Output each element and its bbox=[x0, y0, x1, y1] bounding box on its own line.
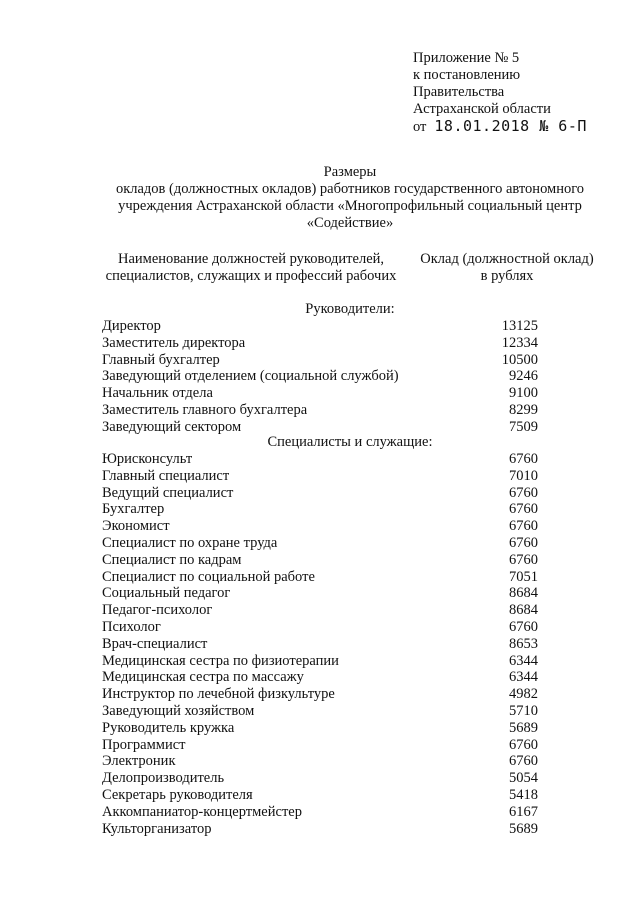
table-row bbox=[102, 653, 538, 670]
table-row bbox=[102, 753, 538, 770]
table-row bbox=[102, 335, 538, 352]
table-row bbox=[102, 318, 538, 335]
title-line-4: «Содействие» bbox=[306, 215, 394, 231]
salary-value: 6760 bbox=[509, 518, 538, 535]
salary-value: 6760 bbox=[509, 551, 538, 568]
salary-value: 5418 bbox=[509, 787, 538, 803]
table-row bbox=[102, 720, 538, 737]
position-name: Специалист по охране труда bbox=[102, 535, 278, 551]
salary-value: 5689 bbox=[509, 719, 538, 736]
position-name: Начальник отдела bbox=[102, 385, 213, 402]
document-title bbox=[100, 164, 600, 232]
column-header-salary-line-1: Оклад (должностной оклад) bbox=[420, 251, 594, 267]
position-name: Специалист по социальной работе bbox=[102, 568, 315, 585]
section-title-managers: Руководители: bbox=[305, 301, 395, 317]
table-row bbox=[102, 368, 538, 385]
title-line-3: учреждения Астраханской области «Многопрофильный социальный центр bbox=[118, 198, 582, 214]
table-row bbox=[102, 770, 538, 787]
salary-value: 9246 bbox=[509, 368, 538, 385]
position-name: Инструктор по лечебной физкультуре bbox=[102, 686, 335, 703]
position-name: Экономист bbox=[102, 518, 170, 535]
table-row bbox=[102, 518, 538, 535]
table-row bbox=[102, 737, 538, 754]
table-row bbox=[102, 602, 538, 619]
position-name: Медицинская сестра по массажу bbox=[102, 669, 304, 686]
table-row bbox=[102, 385, 538, 402]
salary-value: 6760 bbox=[509, 535, 538, 551]
position-name: Делопроизводитель bbox=[102, 770, 225, 787]
table-row bbox=[102, 636, 538, 653]
position-name: Заведующий отделением (социальной службой) bbox=[102, 368, 399, 385]
annex-date-value: 18.01.2018 № 6-П bbox=[434, 117, 587, 135]
position-name: Заведующий хозяйством bbox=[102, 703, 255, 719]
title-line-2: окладов (должностных окладов) работников государственного автономного bbox=[115, 181, 585, 197]
position-name: Психолог bbox=[102, 619, 161, 635]
position-name: Главный бухгалтер bbox=[102, 351, 220, 368]
position-name: Культорганизатор bbox=[102, 820, 212, 837]
position-name: Программист bbox=[102, 736, 186, 753]
salary-value: 4982 bbox=[509, 686, 538, 703]
table-row bbox=[102, 669, 538, 686]
table-row bbox=[102, 787, 538, 804]
position-name: Главный специалист bbox=[102, 467, 230, 484]
salary-value: 8684 bbox=[509, 602, 538, 619]
salary-value: 5689 bbox=[509, 820, 538, 837]
salary-value: 13125 bbox=[501, 318, 538, 334]
salary-value: 9100 bbox=[509, 385, 538, 402]
annex-header bbox=[413, 50, 587, 136]
position-name: Медицинская сестра по физиотерапии bbox=[102, 652, 339, 669]
salary-value: 6760 bbox=[509, 736, 538, 753]
table-row bbox=[102, 585, 538, 602]
position-name: Социальный педагог bbox=[102, 585, 231, 602]
table-row bbox=[102, 352, 538, 369]
column-header-salary bbox=[412, 251, 602, 285]
position-name: Юрисконсульт bbox=[102, 451, 193, 467]
salary-value: 7010 bbox=[509, 467, 538, 484]
annex-government: Правительства bbox=[413, 84, 505, 100]
title-line-1: Размеры bbox=[323, 164, 377, 180]
salary-value: 10500 bbox=[501, 351, 538, 368]
position-name: Аккомпаниатор-концертмейстер bbox=[102, 803, 302, 820]
position-name: Специалист по кадрам bbox=[102, 551, 242, 568]
salary-value: 5054 bbox=[509, 770, 538, 787]
position-name: Заведующий сектором bbox=[102, 418, 242, 435]
column-header-positions-line-1: Наименование должностей руководителей, bbox=[117, 251, 385, 267]
table-row bbox=[102, 552, 538, 569]
column-header-positions-line-2: специалистов, служащих и профессий рабочих bbox=[105, 268, 397, 284]
position-name: Секретарь руководителя bbox=[102, 787, 253, 803]
annex-region: Астраханской области bbox=[413, 101, 551, 117]
table-row bbox=[102, 485, 538, 502]
position-name: Электроник bbox=[102, 753, 176, 770]
position-name: Педагог-психолог bbox=[102, 602, 213, 619]
table-row bbox=[102, 569, 538, 586]
salary-value: 6760 bbox=[509, 501, 538, 518]
table-row bbox=[102, 402, 538, 419]
annex-to-resolution: к постановлению bbox=[413, 67, 521, 83]
salary-value: 7509 bbox=[509, 418, 538, 435]
salary-value: 6167 bbox=[509, 803, 538, 820]
table-row bbox=[102, 804, 538, 821]
salary-value: 6344 bbox=[509, 652, 538, 669]
table-row bbox=[102, 468, 538, 485]
salary-value: 6344 bbox=[509, 669, 538, 686]
position-name: Руководитель кружка bbox=[102, 719, 235, 736]
annex-number: Приложение № 5 bbox=[413, 50, 520, 66]
position-name: Заместитель главного бухгалтера bbox=[102, 402, 308, 418]
position-name: Заместитель директора bbox=[102, 334, 246, 351]
table-row bbox=[102, 451, 538, 468]
salary-value: 6760 bbox=[509, 619, 538, 635]
salary-value: 6760 bbox=[509, 451, 538, 467]
salary-value: 8653 bbox=[509, 635, 538, 652]
table-row bbox=[102, 501, 538, 518]
position-name: Врач-специалист bbox=[102, 635, 208, 652]
salary-value: 8684 bbox=[509, 585, 538, 602]
column-header-positions bbox=[86, 251, 416, 285]
table-row bbox=[102, 419, 538, 436]
table-row bbox=[102, 686, 538, 703]
annex-date-line bbox=[413, 118, 587, 136]
salary-value: 6760 bbox=[509, 484, 538, 501]
section-title-specialists: Специалисты и служащие: bbox=[267, 434, 433, 450]
salary-value: 5710 bbox=[509, 703, 538, 719]
table-row bbox=[102, 619, 538, 636]
table-row bbox=[102, 535, 538, 552]
salary-value: 12334 bbox=[501, 334, 538, 351]
table-row bbox=[102, 703, 538, 720]
annex-date-prefix: от bbox=[413, 119, 427, 135]
position-name: Бухгалтер bbox=[102, 501, 165, 518]
salary-value: 7051 bbox=[509, 568, 538, 585]
salary-value: 8299 bbox=[509, 402, 538, 418]
salary-value: 6760 bbox=[509, 753, 538, 770]
table-row bbox=[102, 821, 538, 838]
position-name: Ведущий специалист bbox=[102, 484, 234, 501]
column-header-salary-line-2: в рублях bbox=[480, 268, 534, 284]
position-name: Директор bbox=[102, 318, 161, 334]
